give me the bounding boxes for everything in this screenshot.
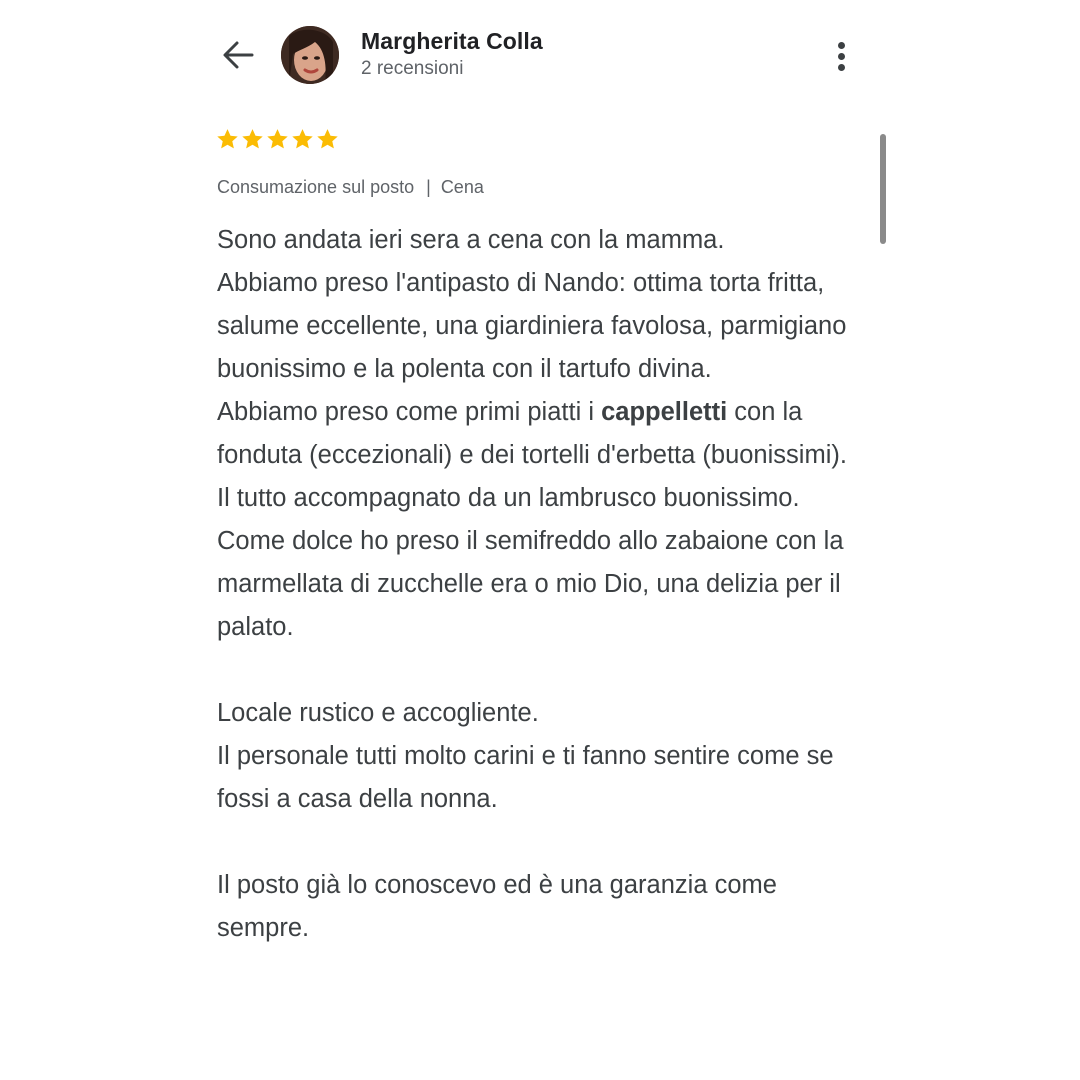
star-icon	[315, 124, 340, 154]
arrow-back-icon	[218, 35, 258, 75]
review-text-span: Abbiamo preso come primi piatti i	[217, 398, 602, 426]
reviewer-name[interactable]: Margherita Colla	[361, 28, 543, 54]
review-paragraph: Il posto già lo conoscevo ed è una garanzia come sempre.	[217, 871, 777, 942]
star-icon	[290, 124, 315, 154]
review-text-span: con la fonduta (eccezionali) e dei tortelli d'erbetta (buonissimi).	[217, 398, 847, 469]
review-bold-text: cappelletti	[601, 398, 728, 426]
review-paragraph: Il tutto accompagnato da un lambrusco buonissimo.	[217, 484, 800, 512]
more-options-button[interactable]	[826, 36, 858, 76]
avatar-image	[281, 26, 339, 84]
back-button[interactable]	[218, 35, 258, 75]
review-paragraph: Locale rustico e accogliente.	[217, 699, 539, 727]
review-header	[0, 0, 1080, 110]
avatar[interactable]	[281, 26, 339, 84]
meta-separator: |	[426, 177, 431, 197]
review-count: 2 recensioni	[361, 58, 464, 79]
review-paragraph: Sono andata ieri sera a cena con la mamma.	[217, 226, 725, 254]
paragraph-gap	[217, 821, 867, 864]
review-meta	[217, 177, 484, 198]
review-text	[217, 219, 867, 950]
review-paragraph: Abbiamo preso l'antipasto di Nando: ottima torta fritta, salume eccellente, una giardiniera favolosa, parmigiano buonissimo e la polenta con il tartufo divina.	[217, 269, 847, 383]
review-paragraph: Il personale tutti molto carini e ti fanno sentire come se fossi a casa della nonna.	[217, 742, 834, 813]
star-icon	[215, 124, 240, 154]
service-type: Consumazione sul posto	[217, 177, 415, 197]
star-icon	[265, 124, 290, 154]
paragraph-gap	[217, 649, 867, 692]
review-paragraph: Come dolce ho preso il semifreddo allo zabaione con la marmellata di zucchelle era o mio Dio, una delizia per il palato.	[217, 527, 844, 641]
review-paragraph	[217, 391, 867, 477]
star-icon	[240, 124, 265, 154]
scrollbar-thumb[interactable]	[880, 134, 886, 244]
meal-type: Cena	[440, 177, 484, 197]
star-rating	[215, 124, 340, 154]
